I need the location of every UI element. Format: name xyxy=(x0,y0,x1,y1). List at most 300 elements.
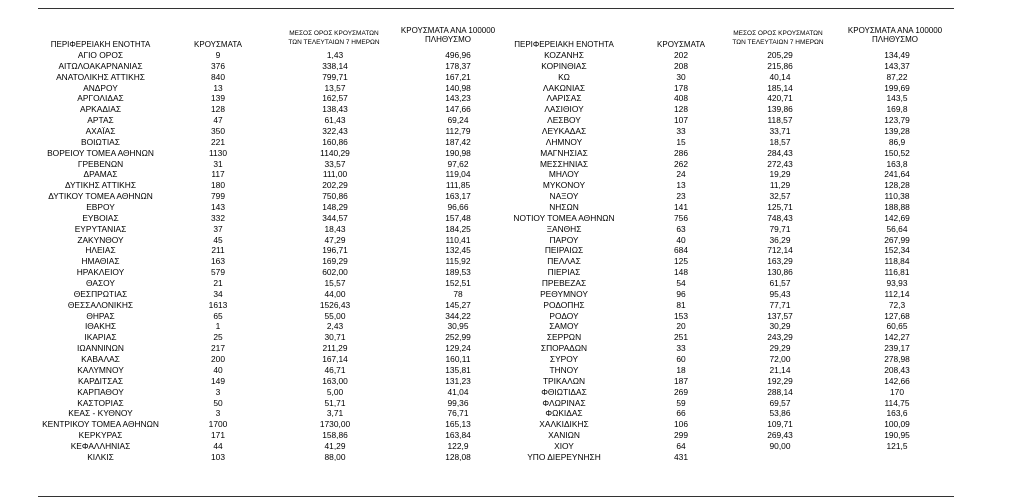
per100k-cell: 116,81 xyxy=(884,267,910,278)
cases-cell: 299 xyxy=(674,430,688,441)
per100k-cell: 135,81 xyxy=(445,364,471,375)
cases-cell: 106 xyxy=(674,419,688,430)
region-cell: ΜΕΣΣΗΝΙΑΣ xyxy=(539,158,589,169)
header-avg-line1: ΜΕΣΟΣ ΟΡΟΣ ΚΡΟΥΣΜΑΤΩΝ xyxy=(289,30,379,37)
per100k-cell: 167,21 xyxy=(445,71,471,82)
per100k-cell: 152,51 xyxy=(445,278,471,289)
avg-cell: 30,71 xyxy=(324,332,346,343)
region-cell: ΚΕΦΑΛΛΗΝΙΑΣ xyxy=(70,440,131,451)
header-per100k xyxy=(835,26,955,44)
per100k-cell: 60,65 xyxy=(886,321,908,332)
avg-cell: 130,86 xyxy=(767,267,793,278)
region-cell: ΣΑΜΟΥ xyxy=(549,321,579,332)
header-per100k xyxy=(388,26,508,44)
avg-cell: 19,29 xyxy=(769,169,791,180)
cases-cell: 217 xyxy=(211,343,225,354)
cases-cell: 96 xyxy=(676,288,686,299)
region-cell: ΒΟΡΕΙΟΥ ΤΟΜΕΑ ΑΘΗΝΩΝ xyxy=(47,147,154,158)
cases-cell: 171 xyxy=(211,430,225,441)
per100k-cell: 110,41 xyxy=(445,234,471,245)
cases-cell: 33 xyxy=(676,343,686,354)
per100k-cell: 208,43 xyxy=(884,364,910,375)
per100k-cell: 96,66 xyxy=(447,202,469,213)
avg-cell: 748,43 xyxy=(767,212,793,223)
per100k-cell: 132,45 xyxy=(445,245,471,256)
avg-cell: 11,29 xyxy=(769,180,791,191)
avg-cell: 215,86 xyxy=(767,60,793,71)
per100k-cell: 30,95 xyxy=(447,321,469,332)
per100k-cell: 139,28 xyxy=(884,126,910,137)
cases-cell: 54 xyxy=(676,278,686,289)
avg-cell: 18,57 xyxy=(769,136,791,147)
cases-cell: 40 xyxy=(676,234,686,245)
region-cell: ΠΑΡΟΥ xyxy=(549,234,579,245)
header-region: ΠΕΡΙΦΕΡΕΙΑΚΗ ΕΝΟΤΗΤΑ xyxy=(50,40,151,49)
cases-cell: 125 xyxy=(674,256,688,267)
region-cell: ΛΑΡΙΣΑΣ xyxy=(546,93,582,104)
avg-cell: 46,71 xyxy=(324,364,346,375)
per100k-cell: 93,93 xyxy=(886,278,908,289)
per100k-cell: 190,95 xyxy=(884,430,910,441)
cases-cell: 107 xyxy=(674,115,688,126)
region-cell: ΑΝΑΤΟΛΙΚΗΣ ΑΤΤΙΚΗΣ xyxy=(56,71,145,82)
header-cases: ΚΡΟΥΣΜΑΤΑ xyxy=(194,40,242,49)
cases-cell: 262 xyxy=(674,158,688,169)
region-cell: ΠΙΕΡΙΑΣ xyxy=(547,267,581,278)
avg-cell: 139,86 xyxy=(767,104,793,115)
header-per100k-line1: ΚΡΟΥΣΜΑΤΑ ΑΝΑ 100000 xyxy=(847,26,943,35)
header-avg xyxy=(723,29,833,47)
region-cell: ΚΕΡΚΥΡΑΣ xyxy=(78,430,123,441)
region-cell: ΣΠΟΡΑΔΩΝ xyxy=(540,343,588,354)
cases-cell: 128 xyxy=(211,104,225,115)
per100k-cell: 165,13 xyxy=(445,419,471,430)
per100k-cell: 143,23 xyxy=(445,93,471,104)
region-cell: ΓΡΕΒΕΝΩΝ xyxy=(77,158,124,169)
region-cell: ΑΡΚΑΔΙΑΣ xyxy=(79,104,122,115)
cases-cell: 15 xyxy=(676,136,686,147)
per100k-cell: 131,23 xyxy=(445,375,471,386)
per100k-cell: 127,68 xyxy=(884,310,910,321)
per100k-cell: 56,64 xyxy=(886,223,908,234)
avg-cell: 15,57 xyxy=(324,278,346,289)
per100k-cell: 134,49 xyxy=(884,50,910,60)
region-cell: ΑΡΓΟΛΙΔΑΣ xyxy=(77,93,124,104)
region-cell: ΛΗΜΝΟΥ xyxy=(545,136,583,147)
header-avg-line2: ΤΩΝ ΤΕΛΕΥΤΑΙΩΝ 7 ΗΜΕΡΩΝ xyxy=(732,39,824,46)
region-cell: ΚΟΡΙΝΘΙΑΣ xyxy=(541,60,587,71)
region-cell: ΚΟΖΑΝΗΣ xyxy=(544,50,584,60)
avg-cell: 712,14 xyxy=(767,245,793,256)
cases-cell: 3 xyxy=(215,408,221,419)
per100k-cell: 142,69 xyxy=(884,212,910,223)
avg-cell: 18,43 xyxy=(324,223,346,234)
region-cell: ΛΑΣΙΘΙΟΥ xyxy=(544,104,584,115)
region-cell: ΗΛΕΙΑΣ xyxy=(85,245,116,256)
region-cell: ΥΠΟ ΔΙΕΡΕΥΝΗΣΗ xyxy=(527,451,601,462)
per100k-cell: 112,14 xyxy=(884,288,910,299)
per100k-cell: 163,8 xyxy=(886,158,908,169)
cases-cell: 44 xyxy=(213,440,223,451)
avg-cell: 196,71 xyxy=(322,245,348,256)
per100k-cell: 78 xyxy=(453,288,463,299)
cases-cell: 153 xyxy=(674,310,688,321)
region-cell: ΦΩΚΙΔΑΣ xyxy=(545,408,583,419)
avg-cell: 338,14 xyxy=(322,60,348,71)
avg-cell: 2,43 xyxy=(326,321,344,332)
cases-cell: 21 xyxy=(213,278,223,289)
region-cell: ΚΑΣΤΟΡΙΑΣ xyxy=(77,397,124,408)
per100k-cell: 69,24 xyxy=(447,115,469,126)
avg-cell: 125,71 xyxy=(767,202,793,213)
cases-cell: 408 xyxy=(674,93,688,104)
per100k-cell: 111,85 xyxy=(445,180,471,191)
region-cell: ΝΗΣΩΝ xyxy=(549,202,579,213)
per100k-cell: 86,9 xyxy=(888,136,906,147)
avg-cell: 162,57 xyxy=(322,93,348,104)
avg-cell: 750,86 xyxy=(322,191,348,202)
cases-cell: 66 xyxy=(676,408,686,419)
cases-cell: 350 xyxy=(211,126,225,137)
per100k-cell: 147,66 xyxy=(445,104,471,115)
cases-cell: 180 xyxy=(211,180,225,191)
avg-cell: 90,00 xyxy=(769,440,791,451)
region-cell: ΔΥΤΙΚΟΥ ΤΟΜΕΑ ΑΘΗΝΩΝ xyxy=(48,191,153,202)
cases-cell: 60 xyxy=(676,354,686,365)
cases-cell: 684 xyxy=(674,245,688,256)
cases-cell: 117 xyxy=(211,169,225,180)
per100k-cell: 118,84 xyxy=(884,256,910,267)
region-cell: ΑΝΔΡΟΥ xyxy=(83,82,118,93)
per100k-cell: 163,84 xyxy=(445,430,471,441)
region-cell: ΡΟΔΟΠΗΣ xyxy=(543,299,585,310)
region-cell: ΚΑΡΠΑΘΟΥ xyxy=(77,386,124,397)
avg-cell: 148,29 xyxy=(322,202,348,213)
avg-cell: 420,71 xyxy=(767,93,793,104)
avg-cell: 69,57 xyxy=(769,397,791,408)
avg-cell: 602,00 xyxy=(322,267,348,278)
region-cell: ΤΗΝΟΥ xyxy=(549,364,579,375)
avg-cell: 160,86 xyxy=(322,136,348,147)
per100k-cell: 150,52 xyxy=(884,147,910,158)
region-cell: ΦΘΙΩΤΙΔΑΣ xyxy=(541,386,587,397)
cases-cell: 33 xyxy=(676,126,686,137)
region-cell: ΧΑΝΙΩΝ xyxy=(548,430,580,441)
avg-cell: 44,00 xyxy=(324,288,346,299)
avg-cell: 269,43 xyxy=(767,430,793,441)
avg-cell: 36,29 xyxy=(769,234,791,245)
per100k-cell: 100,09 xyxy=(884,419,910,430)
avg-cell: 41,29 xyxy=(324,440,346,451)
per100k-cell: 496,96 xyxy=(445,50,471,60)
region-cell: ΚΩ xyxy=(558,71,570,82)
region-cell: ΕΥΒΟΙΑΣ xyxy=(82,212,119,223)
region-cell: ΜΗΛΟΥ xyxy=(548,169,580,180)
avg-cell: 13,57 xyxy=(324,82,346,93)
region-cell: ΚΙΛΚΙΣ xyxy=(87,451,114,462)
avg-cell: 79,71 xyxy=(769,223,791,234)
per100k-cell: 169,8 xyxy=(886,104,908,115)
cases-cell: 1613 xyxy=(208,299,228,310)
avg-cell: 799,71 xyxy=(322,71,348,82)
per100k-cell: 184,25 xyxy=(445,223,471,234)
region-cell: ΘΕΣΣΑΛΟΝΙΚΗΣ xyxy=(67,299,134,310)
avg-cell: 72,00 xyxy=(769,354,791,365)
per100k-cell: 119,04 xyxy=(445,169,471,180)
region-cell: ΕΒΡΟΥ xyxy=(86,202,115,213)
per100k-cell: 41,04 xyxy=(447,386,469,397)
cases-cell: 139 xyxy=(211,93,225,104)
per100k-cell: 123,79 xyxy=(884,115,910,126)
header-avg xyxy=(270,29,398,47)
cases-cell: 1700 xyxy=(208,419,228,430)
per100k-cell: 140,98 xyxy=(445,82,471,93)
top-rule xyxy=(38,8,954,9)
avg-cell: 118,57 xyxy=(767,115,793,126)
cases-cell: 103 xyxy=(211,451,225,462)
avg-cell: 1730,00 xyxy=(319,419,351,430)
per100k-cell: 112,79 xyxy=(445,126,471,137)
per100k-cell: 142,66 xyxy=(884,375,910,386)
cases-cell: 840 xyxy=(211,71,225,82)
avg-cell: 61,43 xyxy=(324,115,346,126)
region-cell: ΑΙΤΩΛΟΑΚΑΡΝΑΝΙΑΣ xyxy=(58,60,143,71)
region-cell: ΗΡΑΚΛΕΙΟΥ xyxy=(76,267,125,278)
cases-cell: 31 xyxy=(213,158,223,169)
region-cell: ΣΕΡΡΩΝ xyxy=(546,332,582,343)
cases-cell: 178 xyxy=(674,82,688,93)
per100k-cell: 143,37 xyxy=(884,60,910,71)
cases-cell: 211 xyxy=(211,245,225,256)
region-cell: ΞΑΝΘΗΣ xyxy=(546,223,582,234)
avg-cell: 163,29 xyxy=(767,256,793,267)
header-per100k-line1: ΚΡΟΥΣΜΑΤΑ ΑΝΑ 100000 xyxy=(400,26,496,35)
per100k-cell: 122,9 xyxy=(447,440,469,451)
header-avg-line2: ΤΩΝ ΤΕΛΕΥΤΑΙΩΝ 7 ΗΜΕΡΩΝ xyxy=(288,39,380,46)
avg-cell: 21,14 xyxy=(769,364,791,375)
per100k-cell: 129,24 xyxy=(445,343,471,354)
cases-cell: 200 xyxy=(211,354,225,365)
avg-cell: 243,29 xyxy=(767,332,793,343)
cases-cell: 286 xyxy=(674,147,688,158)
cases-cell: 30 xyxy=(676,71,686,82)
per100k-cell: 241,64 xyxy=(884,169,910,180)
per100k-cell: 121,5 xyxy=(886,440,908,451)
per100k-cell: 344,22 xyxy=(445,310,471,321)
region-cell: ΗΜΑΘΙΑΣ xyxy=(81,256,120,267)
region-cell: ΘΗΡΑΣ xyxy=(86,310,115,321)
avg-cell: 158,86 xyxy=(322,430,348,441)
per100k-cell: 188,88 xyxy=(884,202,910,213)
region-cell: ΘΑΣΟΥ xyxy=(86,278,115,289)
cases-cell: 37 xyxy=(213,223,223,234)
avg-cell: 167,14 xyxy=(322,354,348,365)
header-per100k-line2: ΠΛΗΘΥΣΜΟ xyxy=(871,35,919,44)
avg-cell: 137,57 xyxy=(767,310,793,321)
region-cell: ΜΑΓΝΗΣΙΑΣ xyxy=(540,147,588,158)
avg-cell: 192,29 xyxy=(767,375,793,386)
avg-cell: 1,43 xyxy=(326,50,344,60)
per100k-cell: 152,34 xyxy=(884,245,910,256)
avg-cell: 109,71 xyxy=(767,419,793,430)
avg-cell: 5,00 xyxy=(326,386,344,397)
region-cell: ΖΑΚΥΝΘΟΥ xyxy=(77,234,124,245)
avg-cell: 30,29 xyxy=(769,321,791,332)
region-cell: ΛΕΥΚΑΔΑΣ xyxy=(541,126,587,137)
avg-cell: 47,29 xyxy=(324,234,346,245)
cases-cell: 128 xyxy=(674,104,688,115)
avg-cell: 32,57 xyxy=(769,191,791,202)
region-cell: ΔΡΑΜΑΣ xyxy=(83,169,118,180)
region-cell: ΑΓΙΟ ΟΡΟΣ xyxy=(77,50,124,60)
avg-cell: 344,57 xyxy=(322,212,348,223)
per100k-cell: 142,27 xyxy=(884,332,910,343)
cases-cell: 431 xyxy=(674,451,688,462)
cases-cell: 18 xyxy=(676,364,686,375)
per100k-cell: 87,22 xyxy=(886,71,908,82)
cases-cell: 269 xyxy=(674,386,688,397)
region-cell: ΝΑΞΟΥ xyxy=(549,191,579,202)
region-cell: ΠΡΕΒΕΖΑΣ xyxy=(541,278,587,289)
region-cell: ΠΕΛΛΑΣ xyxy=(547,256,581,267)
per100k-cell: 145,27 xyxy=(445,299,471,310)
region-cell: ΝΟΤΙΟΥ ΤΟΜΕΑ ΑΘΗΝΩΝ xyxy=(513,212,615,223)
avg-cell: 211,29 xyxy=(322,343,348,354)
avg-cell: 205,29 xyxy=(767,50,793,60)
cases-cell: 163 xyxy=(211,256,225,267)
avg-cell: 185,14 xyxy=(767,82,793,93)
region-cell: ΚΑΛΥΜΝΟΥ xyxy=(77,364,124,375)
per100k-cell: 143,5 xyxy=(886,93,908,104)
per100k-cell: 128,28 xyxy=(884,180,910,191)
avg-cell: 88,00 xyxy=(324,451,346,462)
per100k-cell: 163,6 xyxy=(886,408,908,419)
avg-cell: 3,71 xyxy=(326,408,344,419)
avg-cell: 111,00 xyxy=(322,169,348,180)
per100k-cell: 199,69 xyxy=(884,82,910,93)
per100k-cell: 110,38 xyxy=(884,191,910,202)
cases-cell: 47 xyxy=(213,115,223,126)
cases-cell: 149 xyxy=(211,375,225,386)
per100k-cell: 163,17 xyxy=(445,191,471,202)
region-cell: ΡΕΘΥΜΝΟΥ xyxy=(540,288,588,299)
per100k-cell: 76,71 xyxy=(447,408,469,419)
per100k-cell: 252,99 xyxy=(445,332,471,343)
region-cell: ΙΩΑΝΝΙΝΩΝ xyxy=(77,343,124,354)
cases-cell: 25 xyxy=(213,332,223,343)
region-cell: ΡΟΔΟΥ xyxy=(549,310,579,321)
per100k-cell: 178,37 xyxy=(445,60,471,71)
avg-cell: 51,71 xyxy=(324,397,346,408)
cases-cell: 143 xyxy=(211,202,225,213)
avg-cell: 322,43 xyxy=(322,126,348,137)
avg-cell: 33,71 xyxy=(769,126,791,137)
cases-cell: 20 xyxy=(676,321,686,332)
avg-cell: 61,57 xyxy=(769,278,791,289)
avg-cell: 284,43 xyxy=(767,147,793,158)
avg-cell: 95,43 xyxy=(769,288,791,299)
cases-cell: 45 xyxy=(213,234,223,245)
cases-cell: 81 xyxy=(676,299,686,310)
cases-cell: 579 xyxy=(211,267,225,278)
per100k-cell: 189,53 xyxy=(445,267,471,278)
cases-cell: 34 xyxy=(213,288,223,299)
region-cell: ΑΡΤΑΣ xyxy=(87,115,114,126)
per100k-cell: 267,99 xyxy=(884,234,910,245)
avg-cell: 272,43 xyxy=(767,158,793,169)
per100k-cell: 278,98 xyxy=(884,354,910,365)
region-cell: ΚΕΑΣ - ΚΥΘΝΟΥ xyxy=(68,408,133,419)
header-region: ΠΕΡΙΦΕΡΕΙΑΚΗ ΕΝΟΤΗΤΑ xyxy=(514,40,614,49)
per100k-cell: 187,42 xyxy=(445,136,471,147)
region-cell: ΛΕΣΒΟΥ xyxy=(547,115,581,126)
per100k-cell: 160,11 xyxy=(445,354,471,365)
avg-cell: 77,71 xyxy=(769,299,791,310)
cases-cell: 208 xyxy=(674,60,688,71)
region-cell: ΧΑΛΚΙΔΙΚΗΣ xyxy=(539,419,589,430)
region-cell: ΦΛΩΡΙΝΑΣ xyxy=(542,397,586,408)
cases-cell: 799 xyxy=(211,191,225,202)
region-cell: ΑΧΑΪΑΣ xyxy=(85,126,116,137)
per100k-cell: 99,36 xyxy=(447,397,469,408)
per100k-cell: 114,75 xyxy=(884,397,910,408)
avg-cell: 288,14 xyxy=(767,386,793,397)
avg-cell: 53,86 xyxy=(769,408,791,419)
region-cell: ΚΕΝΤΡΙΚΟΥ ΤΟΜΕΑ ΑΘΗΝΩΝ xyxy=(42,419,159,430)
cases-cell: 141 xyxy=(674,202,688,213)
per100k-cell: 170 xyxy=(890,386,904,397)
header-avg-line1: ΜΕΣΟΣ ΟΡΟΣ ΚΡΟΥΣΜΑΤΩΝ xyxy=(733,30,823,37)
cases-cell: 9 xyxy=(215,50,221,60)
avg-cell: 55,00 xyxy=(324,310,346,321)
avg-cell: 163,00 xyxy=(322,375,348,386)
cases-cell: 202 xyxy=(674,50,688,60)
region-cell: ΛΑΚΩΝΙΑΣ xyxy=(542,82,586,93)
region-cell: ΙΘΑΚΗΣ xyxy=(84,321,117,332)
cases-cell: 23 xyxy=(676,191,686,202)
bottom-rule xyxy=(38,496,954,497)
cases-cell: 50 xyxy=(213,397,223,408)
per100k-cell: 97,62 xyxy=(447,158,469,169)
cases-cell: 3 xyxy=(215,386,221,397)
per100k-cell: 239,17 xyxy=(884,343,910,354)
per100k-cell: 157,48 xyxy=(445,212,471,223)
cases-cell: 187 xyxy=(674,375,688,386)
avg-cell: 40,14 xyxy=(769,71,791,82)
per100k-cell: 115,92 xyxy=(445,256,471,267)
cases-cell: 64 xyxy=(676,440,686,451)
cases-cell: 13 xyxy=(213,82,223,93)
region-cell: ΤΡΙΚΑΛΩΝ xyxy=(542,375,586,386)
cases-cell: 148 xyxy=(674,267,688,278)
avg-cell: 33,57 xyxy=(324,158,346,169)
region-cell: ΙΚΑΡΙΑΣ xyxy=(84,332,117,343)
cases-cell: 13 xyxy=(676,180,686,191)
cases-cell: 65 xyxy=(213,310,223,321)
per100k-cell: 72,3 xyxy=(888,299,906,310)
region-cell: ΠΕΙΡΑΙΩΣ xyxy=(544,245,584,256)
region-cell: ΜΥΚΟΝΟΥ xyxy=(542,180,586,191)
per100k-cell: 128,08 xyxy=(445,451,471,462)
region-cell: ΘΕΣΠΡΩΤΙΑΣ xyxy=(73,288,128,299)
region-cell: ΚΑΡΔΙΤΣΑΣ xyxy=(77,375,124,386)
cases-cell: 221 xyxy=(211,136,225,147)
cases-cell: 756 xyxy=(674,212,688,223)
region-cell: ΚΑΒΑΛΑΣ xyxy=(81,354,120,365)
region-cell: ΧΙΟΥ xyxy=(554,440,574,451)
avg-cell: 202,29 xyxy=(322,180,348,191)
header-cases: ΚΡΟΥΣΜΑΤΑ xyxy=(657,40,705,49)
